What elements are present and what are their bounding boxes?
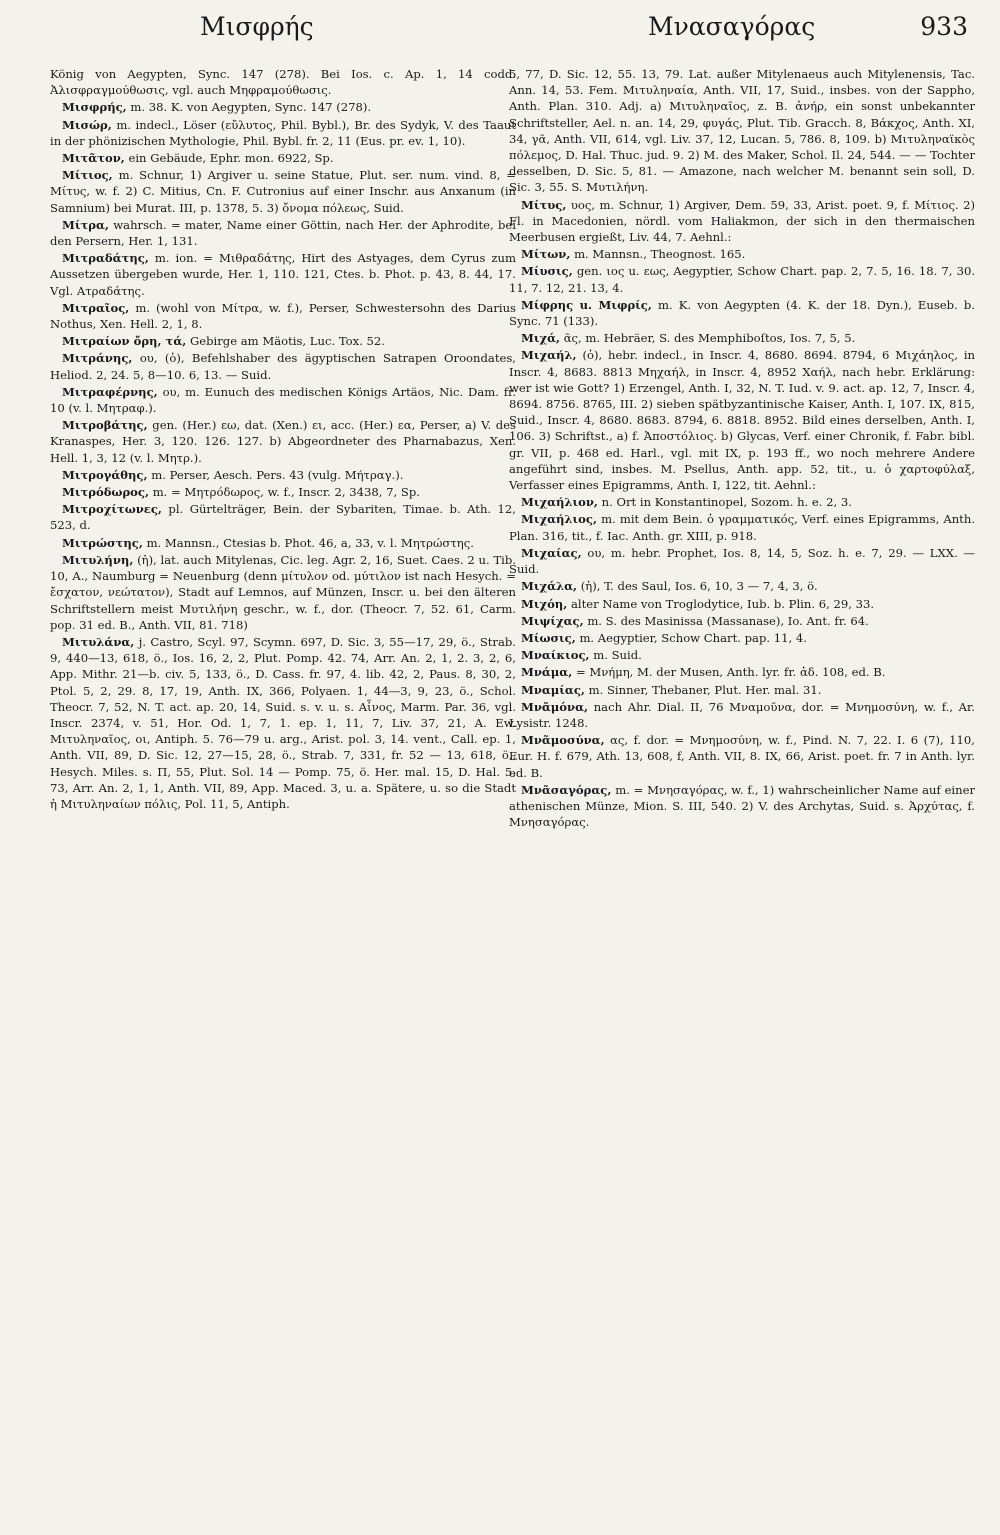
entry-headword: Μίτιος, <box>62 168 113 183</box>
dictionary-entry <box>509 782 975 831</box>
entry-text: Gebirge am Mäotis, Luc. Tox. 52. <box>190 334 385 349</box>
dictionary-entry <box>50 300 516 332</box>
right-guide-word: Μνασαγόρας <box>648 12 816 41</box>
left-column <box>50 66 516 813</box>
dictionary-entry <box>50 484 516 500</box>
dictionary-entry <box>50 467 516 483</box>
entry-text: m. = Μνησαγόρας, w. f., 1) wahrscheinlicher Name auf einer athenischen Münze, Mion. S. III, 540. 2) V. des Archytas, Suid. s. Ἀρχύτας, f. Μνησαγόρας. <box>509 782 976 830</box>
entry-headword: Μιχόη, <box>521 596 568 611</box>
dictionary-entry <box>509 699 975 731</box>
entry-headword: Μίωσις, <box>521 630 576 645</box>
entry-text: m. K. von Aegypten (4. K. der 18. Dyn.), Euseb. b. Sync. 71 (133). <box>509 297 975 329</box>
entry-headword: Μιτυλάνα, <box>62 634 135 649</box>
dictionary-entry <box>50 384 516 416</box>
entry-headword: Μιτυλήνη, <box>62 552 134 567</box>
entry-text: m. mit dem Bein. ὁ γραμματικός, Verf. eines Epigramms, Anth. Plan. 316, tit., f. Iac. Anth. gr. XIII, p. 918. <box>509 512 975 543</box>
entry-text: ου, m. Eunuch des medischen Königs Artäos, Nic. Dam. fr. 10 (v. l. Μητραφ.). <box>50 384 517 416</box>
entry-text: (ἡ), T. des Saul, Ios. 6, 10, 3 — 7, 4, 3, ö. <box>580 579 818 594</box>
dictionary-entry <box>509 664 975 680</box>
entry-headword: Μναμίας, <box>521 682 585 697</box>
entry-text: m. Perser, Aesch. Pers. 43 (vulg. Μήτραγ.). <box>151 467 404 482</box>
entry-text: j. Castro, Scyl. 97, Scymn. 697, D. Sic. 3, 55—17, 29, ö., Strab. 9, 440—13, 618, ö., Ios. 16, 2, 2, Plut. Pomp. 42. 74, Arr. An. 2, 1, 2. 3, 2, 6, App. Mithr. 21—b. civ. 5, 133, ö., D. Cass. fr. 97, 4. lib. 42, 2, Paus. 8, 30, 2, Ptol. 5, 2, 29. 8, 17, 19, Anth. IX, 366, Polyaen. 1, 44—3, 9, 23, ö., Schol. Theocr. 7, 52, N. T. act. ap. 20, 14, Suid. s. v. u. s. Αἶνος, Marm. Par. 36, vgl. Inscr. 2374, v. 51, Hor. Od. 1, 7, 1. ep. 1, 11, 7, Liv. 37, 21, A. Ew. Μιτυληναῖος, οι, Antiph. 5. 76—79 u. arg., Arist. pol. 3, 14. vent., Call. ep. 1, Anth. VII, 89, D. Sic. 12, 27—15, 28, ö., Strab. 7, 331, fr. 52 — 13, 618, ö., Hesych. Miles. s. Π, 55, Plut. Sol. 14 — Pomp. 75, ö. Her. mal. 15, D. Hal. 5, 73, Arr. An. 2, 1, 1, Anth. VII, 89, App. Maced. 3, u. a. Spätere, u. so die Stadt ἡ Μιτυληναίων πόλις, Pol. 11, 5, Antiph. <box>50 634 516 811</box>
entry-text: gen. ιος u. εως, Aegyptier, Schow Chart. pap. 2, 7. 5, 16. 18. 7, 30. 11, 7. 12, 21. 13, 4. <box>509 264 976 295</box>
dictionary-entry <box>50 333 516 349</box>
entry-headword: Μίυσις, <box>521 264 573 279</box>
dictionary-entry <box>50 417 516 466</box>
entry-headword: Μιτραδάτης, <box>62 251 149 266</box>
entry-text: m. Aegyptier, Schow Chart. pap. 11, 4. <box>579 630 807 645</box>
dictionary-entry <box>509 545 975 577</box>
dictionary-entry <box>50 501 516 533</box>
entry-headword: Μνᾶμοσύνα, <box>521 733 605 748</box>
entry-headword: Μιχαήλ, <box>521 348 577 363</box>
entry-headword: Μναίκιος, <box>521 648 590 663</box>
page-number: 933 <box>920 12 968 41</box>
entry-headword: Μιψίχας, <box>521 613 584 628</box>
dictionary-entry <box>509 682 975 698</box>
dictionary-entry <box>509 732 975 781</box>
dictionary-entry <box>50 552 516 633</box>
dictionary-entry <box>509 263 975 295</box>
entry-text: (ὁ), hebr. indecl., in Inscr. 4, 8680. 8694. 8794, 6 Μιχάηλος, in Inscr. 4, 8683. 8813 Μηχαήλ, in Inscr. 4, 8952 Χαήλ, nach hebr. Erklärung: wer ist wie Gott? 1) Erzengel, Anth. I, 32, N. T. Iud. v. 9. act. ap. 12, 7, Inscr. 4, 8694. 8756. 8765, III. 2) sieben spätbyzantinische Kaiser, Anth. I, 107. IX, 815, Suid., Inscr. 4, 8680. 8683. 8794, 6. 8818. 8952. Bild eines derselben, Anth. I, 106. 3) Schriftst., a) f. Ἀποστόλιος. b) Glycas, Verf. einer Chronik, f. Fabr. bibl. gr. VII, p. 468 ed. Harl., vgl. mit IX, p. 193 ff., wo noch mehrere Andere angeführt sind, insbes. M. Psellus, Anth. app. 52, tit., u. ὁ χαρτοφύλαξ, Verfasser eines Epigramms, Anth. I, 122, tit. Aehnl.: <box>509 348 975 493</box>
entry-text: ου, m. hebr. Prophet, Ios. 8, 14, 5, Soz. h. e. 7, 29. — LXX. — Suid. <box>509 545 976 577</box>
entry-text: m. ion. = Μιθραδάτης, Hirt des Astyages, dem Cyrus zum Aussetzen übergeben wurde, Her. 1, 110. 121, Ctes. b. Phot. p. 43, 8. 44, 17. Vgl. Ατραδάτης. <box>50 251 516 298</box>
page-header <box>0 10 1000 50</box>
entry-text: pl. Gürtelträger, Bein. der Sybariten, Timae. b. Ath. 12, 523, d. <box>50 502 516 533</box>
dictionary-entry <box>509 647 975 663</box>
dictionary-entry <box>50 634 516 812</box>
entry-text: υος, m. Schnur, 1) Argiver, Dem. 59, 33, Arist. poet. 9, f. Μίτιος. 2) Fl. in Macedonien, nördl. vom Haliakmon, der sich in den thermaischen Meerbusen ergießt, Liv. 44, 7. Aehnl.: <box>509 197 975 245</box>
entry-headword: Μιχά, <box>521 331 561 346</box>
entry-headword: Μισώρ, <box>62 117 112 132</box>
entry-text: ein Gebäude, Ephr. mon. 6922, Sp. <box>128 151 334 166</box>
entry-text: König von Aegypten, Sync. 147 (278). Bei Ios. c. Ap. 1, 14 codd. Ἀλισφραγμούθωσις, vgl. auch Μηφραμούθωσις. <box>50 67 516 98</box>
entry-text: ας, f. dor. = Μνημοσύνη, w. f., Pind. N. 7, 22. I. 6 (7), 110, Eur. H. f. 679, Ath. 13, 608, f, Anth. VII, 8. IX, 66, Arist. poet. fr. 7 in Anth. lyr. ed. B. <box>509 733 975 780</box>
entry-text: ᾶς, m. Hebräer, S. des Memphiboſtos, Ios. 7, 5, 5. <box>563 331 856 346</box>
entry-text: m. Sinner, Thebaner, Plut. Her. mal. 31. <box>588 682 822 697</box>
entry-text: m. S. des Masinissa (Massanase), Io. Ant. fr. 64. <box>587 613 869 628</box>
entry-text: m. Schnur, 1) Argiver u. seine Statue, Plut. ser. num. vind. 8, = Μίτυς, w. f. 2) C. Mitius, Cn. F. Cutronius auf einer Inschr. aus Anxanum (in Samnium) bei Murat. III, p. 1378, 5. 3) ὄνομα πόλεως, Suid. <box>50 168 517 215</box>
dictionary-entry <box>50 217 516 249</box>
entry-text: m. Mannsn., Ctesias b. Phot. 46, a, 33, v. l. Μητρώστης. <box>146 535 474 550</box>
entry-headword: Μιχαήλιον, <box>521 495 598 510</box>
dictionary-entry <box>50 167 516 216</box>
entry-headword: Μίφρης u. Μιφρίς, <box>521 297 652 312</box>
entry-text: m. = Μητρόδωρος, w. f., Inscr. 2, 3438, 7, Sp. <box>152 485 420 500</box>
entry-headword: Μίτων, <box>521 247 571 262</box>
entry-headword: Μιτρόδωρος, <box>62 485 149 500</box>
dictionary-entry <box>509 578 975 594</box>
dictionary-entry <box>509 197 975 246</box>
entry-headword: Μιτροχίτωνες, <box>62 502 162 517</box>
entry-text: m. indecl., Löser (εὔλυτος, Phil. Bybl.), Br. des Sydyk, V. des Taaut in der phönizischen Mythologie, Phil. Bybl. fr. 2, 11 (Eus. pr. ev. 1, 10). <box>50 117 516 148</box>
dictionary-entry <box>509 66 975 196</box>
dictionary-entry <box>50 150 516 166</box>
dictionary-entry <box>509 494 975 510</box>
entry-text: = Μνήμη, M. der Musen, Anth. lyr. fr. ἀδ. 108, ed. B. <box>575 665 886 680</box>
entry-text: nach Ahr. Dial. II, 76 Μναμοῦνα, dor. = Μνημοσύνη, w. f., Ar. Lysistr. 1248. <box>509 699 975 730</box>
dictionary-entry <box>509 613 975 629</box>
entry-headword: Μισφρής, <box>62 100 127 115</box>
entry-headword: Μνᾶμόνα, <box>521 699 589 714</box>
entry-text: wahrsch. = mater, Name einer Göttin, nach Her. der Aphrodite, bei den Persern, Her. 1, 131. <box>50 217 516 249</box>
entry-text: 5, 77, D. Sic. 12, 55. 13, 79. Lat. außer Mitylenaeus auch Mitylenensis, Tac. Ann. 14, 53. Fem. Μιτυληναία, Anth. VII, 17, Suid., insbes. von der Sappho, Anth. Plan. 310. Adj. a) Μιτυληναῖος, z. B. ἀνήρ, ein sonst unbekannter Schriftsteller, Ael. n. an. 14, 29, φυγάς, Plut. Tib. Gracch. 8, Βάκχος, Anth. XI, 34, γᾶ, Anth. VII, 614, vgl. Liv. 37, 12, Lucan. 5, 786. 8, 109. b) Μιτυληναϊκὸς πόλεμος, D. Hal. Thuc. jud. 9. 2) M. des Maker, Schol. Il. 24, 544. — — Tochter desselben, D. Sic. 5, 81. — Amazone, nach welcher M. benannt sein soll, D. Sic. 3, 55. S. Μυτιλήνη. <box>509 67 975 195</box>
entry-headword: Μιχαήλιος, <box>521 512 597 527</box>
entry-headword: Μνάμα, <box>521 665 573 680</box>
left-guide-word: Μισφρής <box>200 12 314 41</box>
dictionary-entry <box>509 297 975 329</box>
entry-headword: Μιτραίων ὄρη, τά, <box>62 334 187 349</box>
entry-headword: Μνᾶσαγόρας, <box>521 782 612 797</box>
entry-text: m. 38. K. von Aegypten, Sync. 147 (278). <box>130 100 372 115</box>
entry-text: m. (wohl von Μίτρα, w. f.), Perser, Schwestersohn des Darius Nothus, Xen. Hell. 2, 1, 8. <box>50 300 516 332</box>
entry-headword: Μιχαίας, <box>521 545 582 560</box>
entry-headword: Μιτρογάθης, <box>62 467 148 482</box>
dictionary-entry <box>509 246 975 262</box>
dictionary-entry <box>50 250 516 299</box>
dictionary-entry <box>50 535 516 551</box>
dictionary-entry <box>509 596 975 612</box>
entry-headword: Μιτᾶτον, <box>62 151 125 166</box>
entry-headword: Μιτράνης, <box>62 351 133 366</box>
dictionary-entry <box>509 347 975 493</box>
dictionary-entry <box>50 117 516 149</box>
entry-text: (ἡ), lat. auch Mitylenas, Cic. leg. Agr. 2, 16, Suet. Caes. 2 u. Tib. 10, A., Naumburg = Neuenburg (denn μίτυλον od. μύτιλον ist nach Hesych. = ἔσχατον, νεώτατον), Stadt auf Lemnos, auf Münzen, Inscr. u. bei den älteren Schriftstellern meist Μυτιλήνη geschr., w. f., dor. (Theocr. 7, 52. 61, Carm. pop. 31 ed. B., Anth. VII, 81. 718) <box>50 552 516 632</box>
entry-headword: Μιχάλα, <box>521 579 578 594</box>
entry-headword: Μιτραφέρνης, <box>62 384 158 399</box>
entry-headword: Μίτρα, <box>62 217 109 232</box>
entry-headword: Μίτυς, <box>521 197 567 212</box>
entry-text: gen. (Her.) εω, dat. (Xen.) ει, acc. (Her.) εα, Perser, a) V. des Kranaspes, Her. 3, 120. 126. 127. b) Abgeordneter des Pharnabazus, Xen. Hell. 1, 3, 12 (v. l. Μητρ.). <box>50 418 517 465</box>
dictionary-entry <box>509 330 975 346</box>
entry-text: m. Mannsn., Theognost. 165. <box>574 247 746 262</box>
entry-text: n. Ort in Konstantinopel, Sozom. h. e. 2, 3. <box>601 495 852 510</box>
entry-text: ου, (ὁ), Befehlshaber des ägyptischen Satrapen Oroondates, Heliod. 2, 24. 5, 8—10. 6, 13. — Suid. <box>50 351 516 382</box>
dictionary-entry <box>50 350 516 382</box>
dictionary-entry <box>509 630 975 646</box>
entry-text: alter Name von Troglodytice, Iub. b. Plin. 6, 29, 33. <box>570 596 875 611</box>
dictionary-entry <box>50 99 516 115</box>
entry-text: m. Suid. <box>593 648 642 663</box>
entry-headword: Μιτραῖος, <box>62 300 130 315</box>
dictionary-entry <box>509 511 975 543</box>
entry-headword: Μιτρώστης, <box>62 535 143 550</box>
dictionary-entry <box>50 66 516 98</box>
entry-headword: Μιτροβάτης, <box>62 418 148 433</box>
right-column <box>509 66 975 831</box>
